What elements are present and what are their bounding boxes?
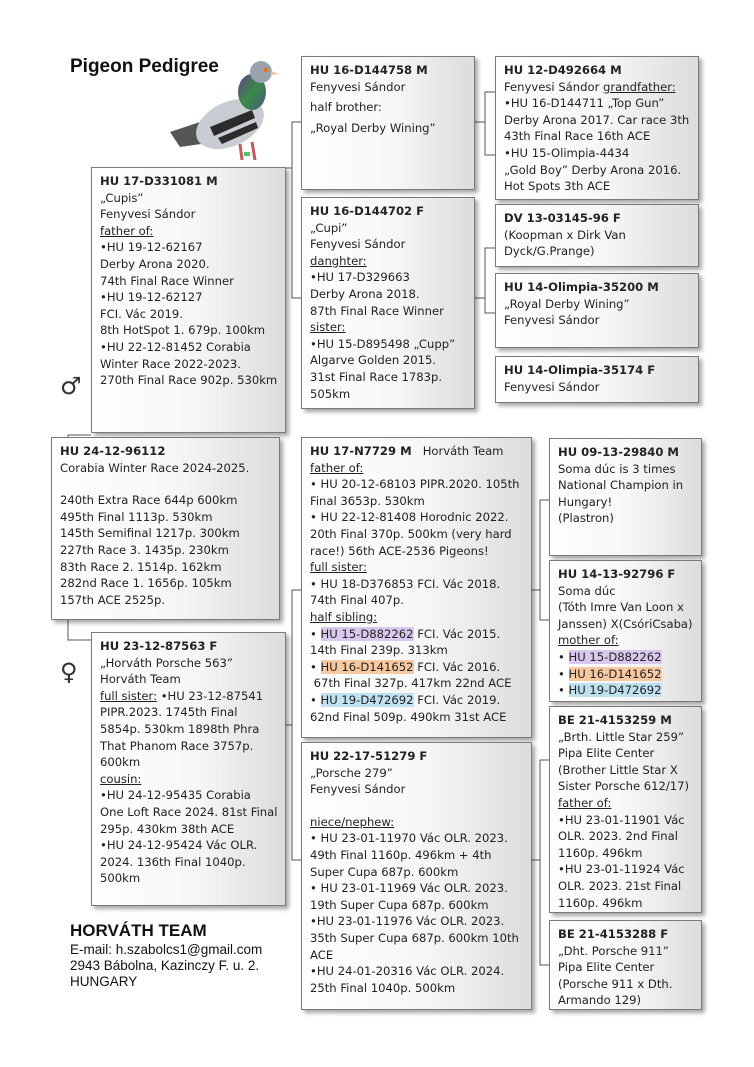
info-line: 1160p. 496km <box>558 845 643 860</box>
ring-number: BE 21-4153288 F <box>558 927 669 941</box>
info-line: • HU 23-01-11969 Vác OLR. 2023. <box>310 881 508 896</box>
address: 2943 Bábolna, Kazinczy F. u. 2. <box>70 958 260 973</box>
section-heading: cousin: <box>100 771 142 786</box>
info-line: Soma dúc is 3 times <box>558 461 676 476</box>
info-line: 43th Final Race 16th ACE <box>504 129 651 144</box>
email: E-mail: h.szabolcs1@gmail.com <box>70 942 263 957</box>
info-line: Fenyvesi Sándor <box>310 782 406 797</box>
info-line: Corabia Winter Race 2024-2025. <box>60 460 250 475</box>
section-heading: father of: <box>558 795 612 810</box>
ring-number: HU 14-Olimpia-35200 M <box>504 280 659 294</box>
female-symbol: ♀ <box>60 658 78 686</box>
info-line: 270th Final Race 902p. 530km <box>100 373 278 388</box>
info-line: FCI. Vác 2019. <box>100 306 183 321</box>
section-heading: niece/nephew: <box>310 814 395 829</box>
section-heading: full sister: <box>310 560 368 575</box>
info-line: •HU 23-01-11901 Vác <box>558 812 685 827</box>
info-line: 83th Race 2. 1514p. 162km <box>60 559 222 574</box>
sire-box <box>91 167 286 433</box>
ring-number: DV 13-03145-96 F <box>504 211 621 225</box>
info-line: 5854p. 530km 1898th Phra <box>100 721 260 736</box>
bullet: • <box>310 626 321 641</box>
info-line: •HU 16-D144711 „Top Gun” <box>504 96 665 111</box>
info-line: 1160p. 496km <box>558 895 643 910</box>
info-line: •HU 15-D895498 „Cupp” <box>310 336 456 351</box>
info-line: 20th Final 370p. 500km (very hard <box>310 526 512 541</box>
info-line: •HU 19-12-62167 <box>100 240 203 255</box>
info-line: • HU 23-01-11970 Vác OLR. 2023. <box>310 831 508 846</box>
info-line: 505km <box>310 386 351 401</box>
info-line: FCI. Vác 2015. <box>413 626 501 641</box>
info-line: 35th Super Cupa 687p. 600km 10th <box>310 930 519 945</box>
bullet: • <box>310 659 321 674</box>
info-line: 145th Semifinal 1217p. 300km <box>60 526 240 541</box>
info-line <box>310 798 523 814</box>
info-line: (Plastron) <box>558 511 614 526</box>
info-line: „Cupis” <box>100 190 144 205</box>
section-heading: danghter: <box>310 253 367 268</box>
page-title: Pigeon Pedigree <box>70 56 219 77</box>
info-line: „Gold Boy” Derby Arona 2016. <box>504 162 682 177</box>
info-line: 62nd Final 509p. 490km 31st ACE <box>310 709 507 724</box>
dam-sire-box <box>301 437 532 738</box>
info-line: Pipa Elite Center <box>558 960 655 975</box>
info-line <box>60 476 271 492</box>
info-line: Dyck/G.Prange) <box>504 244 595 259</box>
section-heading: grandfather: <box>603 79 676 94</box>
info-line: • HU 20-12-68103 PIPR.2020. 105th <box>310 477 520 492</box>
info-line: •HU 24-01-20316 Vác OLR. 2024. <box>310 964 505 979</box>
section-heading: full sister: <box>100 688 158 703</box>
info-line: 25th Final 1040p. 500km <box>310 980 456 995</box>
info-line: „Royal Derby Wining” <box>504 296 630 311</box>
info-line: Horváth Team <box>100 672 181 687</box>
breeder-name: HORVÁTH TEAM <box>70 921 207 940</box>
male-symbol: ♂ <box>60 372 82 400</box>
ring-number: HU 23-12-87563 F <box>100 639 218 653</box>
sibling-ring: HU 15-D882262 <box>320 626 414 641</box>
bullet: • <box>558 666 569 681</box>
info-line: OLR. 2023. 21st Final <box>558 878 682 893</box>
info-line: National Champion in <box>558 478 684 493</box>
info-line: 495th Final 1113p. 530km <box>60 509 213 524</box>
info-line: Winter Race 2022-2023. <box>100 356 241 371</box>
info-line: Derby Arona 2017. Car race 3th <box>504 112 690 127</box>
info-line: half brother: <box>310 100 382 115</box>
info-line: Final 3653p. 530km <box>310 493 425 508</box>
bullet: • <box>558 649 569 664</box>
dam-dam-dam-box <box>549 920 702 1010</box>
ring-number: HU 14-13-92796 F <box>558 567 676 581</box>
info-line: 600km <box>100 755 141 770</box>
subject-box <box>51 437 280 620</box>
info-line: (Porsche 911 x Dth. <box>558 976 673 991</box>
info-line: Fenyvesi Sándor <box>504 313 600 328</box>
info-line: 19th Super Cupa 687p. 600km <box>310 897 489 912</box>
info-line: Fenyvesi Sándor <box>504 379 600 394</box>
info-line: ACE <box>310 947 334 962</box>
info-line: race!) 56th ACE-2536 Pigeons! <box>310 543 489 558</box>
sibling-ring: HU 16-D141652 <box>320 659 414 674</box>
info-line: Hungary! <box>558 494 613 509</box>
ring-number: HU 12-D492664 M <box>504 63 622 77</box>
info-line: Fenyvesi Sándor <box>504 79 604 94</box>
dam-sire-dam-box <box>549 560 702 702</box>
sire-sire-box <box>301 56 475 190</box>
country: HUNGARY <box>70 974 138 989</box>
info-line: „Royal Derby Wining” <box>310 120 436 135</box>
info-line: •HU 24-12-95435 Corabia <box>100 788 251 803</box>
info-line: Algarve Golden 2015. <box>310 353 437 368</box>
dam-dam-box <box>301 742 532 1010</box>
ring-number: HU 09-13-29840 M <box>558 445 679 459</box>
info-line: Sister Porsche 612/17) <box>558 779 690 794</box>
info-line: „Horváth Porsche 563” <box>100 655 233 670</box>
info-line: One Loft Race 2024. 81st Final <box>100 804 278 819</box>
breeder-contact <box>70 920 262 990</box>
offspring-ring: HU 15-D882262 <box>568 649 662 664</box>
ring-number: HU 22-17-51279 F <box>310 749 428 763</box>
bullet: • <box>310 692 321 707</box>
sire-sire-dam-box <box>495 204 699 267</box>
info-line: OLR. 2023. 2nd Final <box>558 829 678 844</box>
info-line: 295p. 430km 38th ACE <box>100 821 235 836</box>
bullet: • <box>558 683 569 698</box>
info-line: 8th HotSpot 1. 679p. 100km <box>100 323 266 338</box>
info-line: 500km <box>100 871 141 886</box>
offspring-ring: HU 16-D141652 <box>568 666 662 681</box>
dam-sire-sire-box <box>549 438 702 556</box>
info-line: Soma dúc <box>558 583 616 598</box>
ring-number: HU 16-D144758 M <box>310 63 428 77</box>
info-line: 2024. 136th Final 1040p. <box>100 854 246 869</box>
info-line: „Dht. Porsche 911” <box>558 943 669 958</box>
info-line: Hot Spots 3th ACE <box>504 179 611 194</box>
pigeon-illustration <box>160 52 290 172</box>
info-line: FCI. Vác 2016. <box>413 659 501 674</box>
sire-sire-sire-box <box>495 56 699 200</box>
info-line: 14th Final 239p. 313km <box>310 643 448 658</box>
info-line: Fenyvesi Sándor <box>310 237 406 252</box>
info-line: 227th Race 3. 1435p. 230km <box>60 542 229 557</box>
info-line: Fenyvesi Sándor <box>100 207 196 222</box>
offspring-ring: HU 19-D472692 <box>568 683 662 698</box>
info-line: •HU 15-Olimpia-4434 <box>504 145 630 160</box>
sire-dam-sire-box <box>495 273 699 348</box>
section-heading: mother of: <box>558 633 619 648</box>
info-line: • HU 22-12-81408 Horodnic 2022. <box>310 510 509 525</box>
info-line: •HU 19-12-62127 <box>100 290 203 305</box>
section-heading: half sibling: <box>310 609 378 624</box>
ring-number: HU 24-12-96112 <box>60 444 166 458</box>
ring-number: HU 16-D144702 F <box>310 204 425 218</box>
info-line: 157th ACE 2525p. <box>60 592 166 607</box>
info-line: (Brother Little Star X <box>558 762 678 777</box>
info-line: 67th Final 327p. 417km 22nd ACE <box>310 676 512 691</box>
info-line: Janssen) X(CsóriCsaba) <box>558 616 693 631</box>
sire-dam-box <box>301 197 475 409</box>
sibling-ring: HU 19-D472692 <box>320 692 414 707</box>
info-line: •HU 24-12-95424 Vác OLR. <box>100 838 258 853</box>
info-line: •HU 23-01-11924 Vác <box>558 862 685 877</box>
info-line: (Koopman x Dirk Van <box>504 227 626 242</box>
ring-number: HU 17-N7729 M <box>310 444 412 458</box>
info-line: Horváth Team <box>411 444 504 458</box>
info-line: 31st Final Race 1783p. <box>310 369 443 384</box>
dam-box <box>91 632 286 906</box>
info-line: (Tóth Imre Van Loon x <box>558 600 684 615</box>
info-line: Derby Arona 2018. <box>310 286 420 301</box>
section-heading: father of: <box>310 460 364 475</box>
ring-number: HU 17-D331081 M <box>100 174 218 188</box>
info-line: That Phanom Race 3757p. <box>100 738 254 753</box>
info-line: 240th Extra Race 644p 600km <box>60 493 238 508</box>
ring-number: BE 21-4153259 M <box>558 713 672 727</box>
dam-dam-sire-box <box>549 706 702 913</box>
ring-number: HU 14-Olimpia-35174 F <box>504 363 656 377</box>
info-line: PIPR.2023. 1745th Final <box>100 705 238 720</box>
info-line: Derby Arona 2020. <box>100 256 210 271</box>
info-line: •HU 17-D329663 <box>310 270 410 285</box>
info-line: •HU 23-01-11976 Vác OLR. 2023. <box>310 914 505 929</box>
section-heading: father of: <box>100 223 154 238</box>
info-line: •HU 22-12-81452 Corabia <box>100 339 251 354</box>
info-line: • HU 18-D376853 FCI. Vác 2018. <box>310 576 501 591</box>
sire-dam-dam-box <box>495 356 699 403</box>
info-line: Armando 129) <box>558 993 642 1008</box>
section-heading: sister: <box>310 320 346 335</box>
info-line: 74th Final Race Winner <box>100 273 234 288</box>
info-line: „Porsche 279” <box>310 765 393 780</box>
info-line: •HU 23-12-87541 <box>157 688 264 703</box>
info-line: „Brth. Little Star 259” <box>558 729 684 744</box>
info-line: Pipa Elite Center <box>558 746 655 761</box>
info-line: 282nd Race 1. 1656p. 105km <box>60 576 232 591</box>
info-line: 74th Final 407p. <box>310 593 404 608</box>
info-line: Super Cupa 687p. 600km <box>310 864 459 879</box>
info-line: 49th Final 1160p. 496km + 4th <box>310 847 492 862</box>
info-line: 87th Final Race Winner <box>310 303 444 318</box>
info-line: FCI. Vác 2019. <box>413 692 501 707</box>
info-line: „Cupi” <box>310 220 348 235</box>
info-line: Fenyvesi Sándor <box>310 79 406 94</box>
